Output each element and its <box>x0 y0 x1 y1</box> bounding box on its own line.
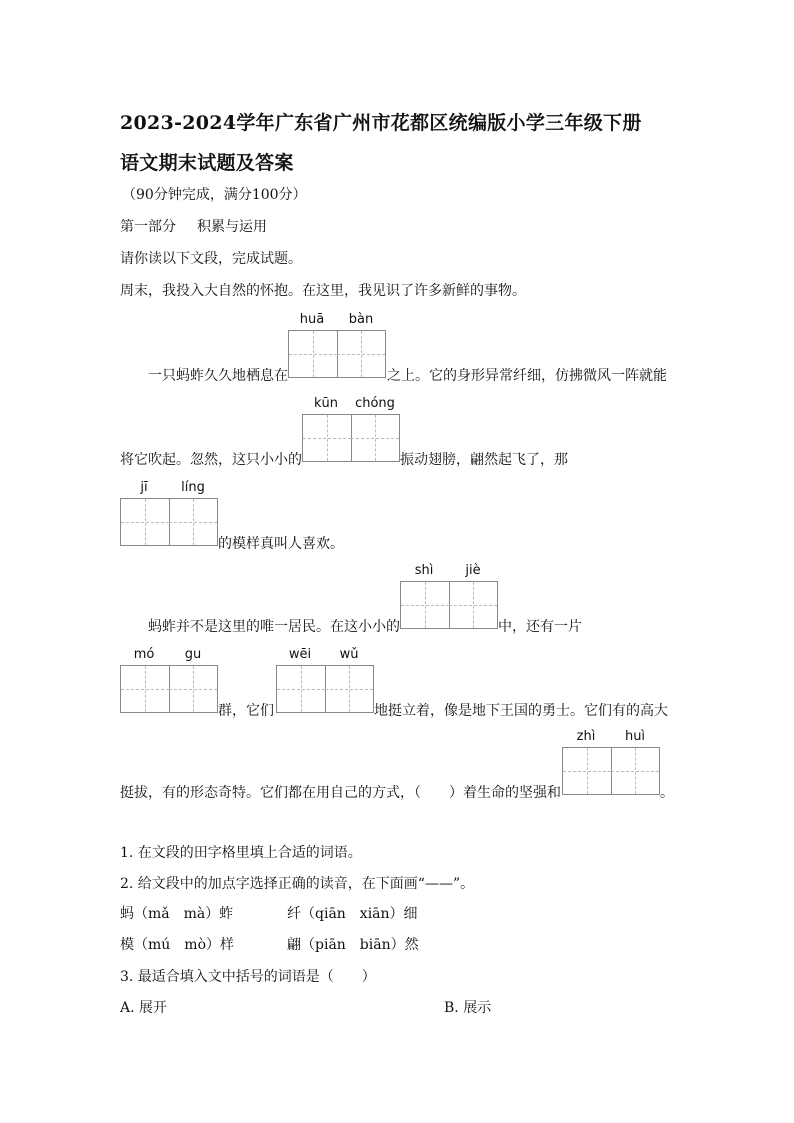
passage-text-4a: 蚂蚱并不是这里的唯一居民。在这小小的 <box>148 619 400 635</box>
passage-text-1b: 之上。它的身形异常纤细，仿拂微风一阵就能 <box>387 368 667 384</box>
pinyin-ji: jī <box>140 480 148 495</box>
pinyin-hua: huā <box>299 312 325 327</box>
question-2: 2. 给文段中的加点字选择正确的读音，在下面画“——”。 <box>120 876 475 892</box>
instruction: 请你读以下文段，完成试题。 <box>120 251 302 267</box>
pinyin-ban: bàn <box>348 312 374 327</box>
pinyin-wei: wēi <box>288 647 312 662</box>
q3-option-b: B. 展示 <box>444 1000 492 1016</box>
q3-option-a: A. 展开 <box>120 1000 168 1016</box>
passage-text-2a: 将它吹起。忽然，这只小小的 <box>120 452 302 468</box>
question-3: 3. 最适合填入文中括号的词语是（ ） <box>120 969 376 985</box>
passage-text-6b: 。 <box>660 785 674 801</box>
tianzige-zhihui[interactable] <box>562 747 660 795</box>
pinyin-jie: jiè <box>465 563 481 578</box>
tianzige-mogu[interactable] <box>120 665 218 713</box>
pinyin-hui: huì <box>624 729 646 744</box>
passage-text-6a: 挺拔，有的形态奇特。它们都在用自己的方式，（ ）着生命的坚强和 <box>120 785 561 801</box>
q2-item-mazha: 蚂（mǎ mà）蚱 <box>120 906 234 922</box>
question-1: 1. 在文段的田字格里填上合适的词语。 <box>120 845 362 861</box>
intro-text: 周末，我投入大自然的怀抱。在这里，我见识了许多新鲜的事物。 <box>120 283 526 299</box>
pinyin-ling: líng <box>181 480 205 495</box>
passage-text-5a: 群，它们 <box>218 703 274 719</box>
page-title-line2: 语文期末试题及答案 <box>120 152 294 174</box>
section-label: 第一部分 <box>120 219 176 235</box>
pinyin-chong: chóng <box>355 396 395 411</box>
pinyin-kun: kūn <box>313 396 338 411</box>
passage-text-4b: 中，还有一片 <box>498 619 582 635</box>
q2-item-pianran: 翩（piān biān）然 <box>287 937 419 953</box>
passage-text-2b: 振动翅膀，翩然起飞了，那 <box>400 452 568 468</box>
passage-text-3: 的模样真叫人喜欢。 <box>218 536 344 552</box>
passage-text-5b: 地挺立着，像是地下王国的勇士。它们有的高大 <box>374 703 668 719</box>
page-title-line1: 2023-2024学年广东省广州市花都区统编版小学三年级下册 <box>120 112 642 134</box>
pinyin-mo: mó <box>133 647 155 662</box>
tianzige-kunchong[interactable] <box>302 414 400 462</box>
tianzige-shijie[interactable] <box>400 581 498 629</box>
tianzige-jiling[interactable] <box>120 498 218 546</box>
q2-item-moyang: 模（mú mò）样 <box>120 937 234 953</box>
passage-text-1a: 一只蚂蚱久久地栖息在 <box>148 368 288 384</box>
q2-item-xianxi: 纤（qiān xiān）细 <box>287 906 418 922</box>
tianzige-huaban[interactable] <box>288 330 386 378</box>
pinyin-shi: shì <box>414 563 434 578</box>
pinyin-zhi: zhì <box>576 729 596 744</box>
section-name: 积累与运用 <box>197 219 267 235</box>
subtitle: （90分钟完成，满分100分） <box>122 187 307 203</box>
tianzige-weiwu[interactable] <box>276 665 374 713</box>
pinyin-wu: wǔ <box>339 647 359 662</box>
pinyin-gu: gu <box>184 647 202 662</box>
